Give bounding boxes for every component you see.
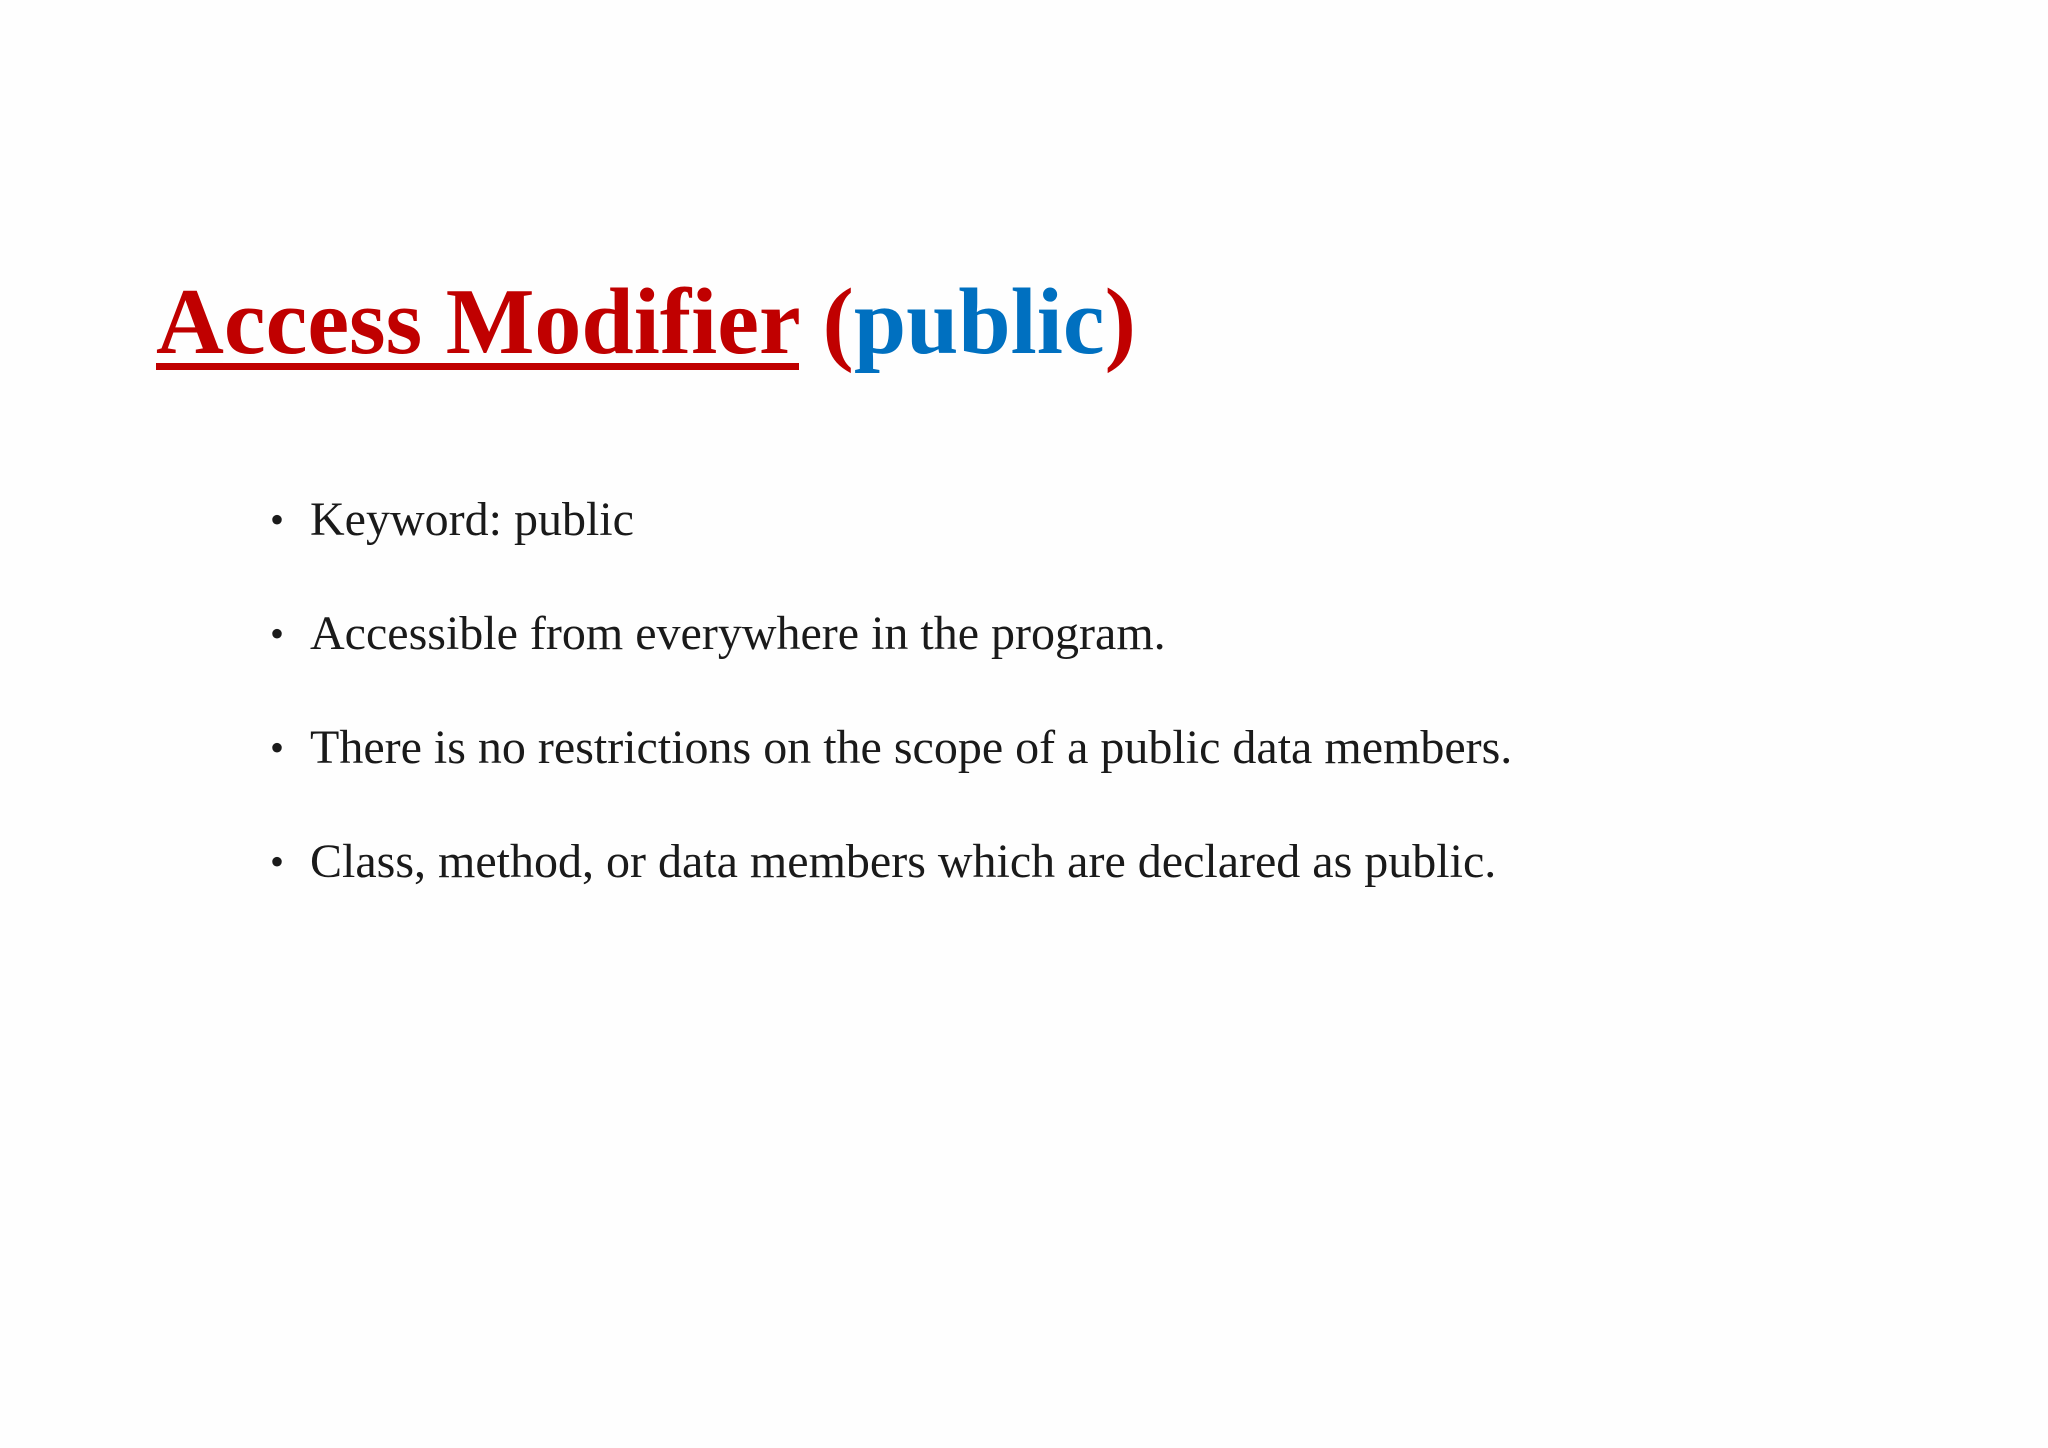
title-close-paren: ): [1104, 270, 1136, 374]
bullet-text: Keyword: public: [310, 493, 634, 546]
bullet-item: [270, 822, 1512, 936]
bullet-text: There is no restrictions on the scope of a public data members.: [310, 721, 1513, 774]
bullet-dot-icon: •: [270, 839, 285, 884]
title-keyword: public: [853, 270, 1105, 374]
bullet-list: [270, 480, 1512, 936]
bullet-text: Accessible from everywhere in the program.: [310, 607, 1166, 660]
bullet-item: [270, 594, 1512, 708]
bullet-dot-icon: •: [270, 611, 285, 656]
bullet-dot-icon: •: [270, 725, 285, 770]
bullet-dot-icon: •: [270, 497, 285, 542]
slide-title: [156, 262, 1136, 382]
bullet-item: [270, 480, 1512, 594]
title-open-paren: (: [799, 270, 854, 374]
bullet-item: [270, 708, 1512, 822]
title-main-text: Access Modifier: [156, 270, 799, 374]
bullet-text: Class, method, or data members which are declared as public.: [310, 835, 1497, 888]
